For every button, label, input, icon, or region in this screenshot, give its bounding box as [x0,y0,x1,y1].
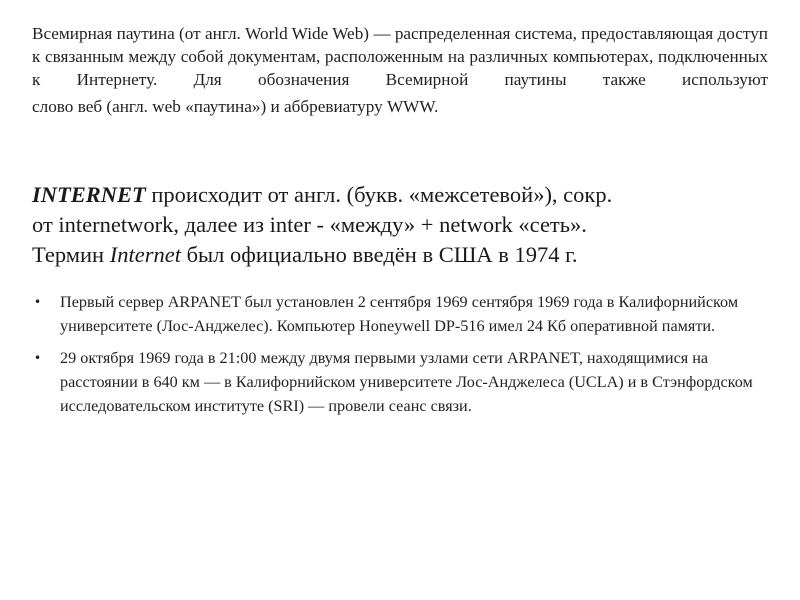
intro-paragraph [32,22,768,118]
etymology-line-3-rest: был официально введён в США в 1974 г. [180,242,578,267]
internet-term-italic: Internet [109,242,181,267]
bullet-text: Первый сервер ARPANET был установлен 2 сентября 1969 сентября 1969 года в Калифорнийском университете (Лос-Анджелес). Компьютер Honeywell DP-516 имел 24 Кб оперативной памяти. [60,293,739,335]
history-bullet-list [32,290,772,426]
internet-term: INTERNET [32,182,146,207]
etymology-line-2: от internetwork, далее из inter - «между» + network «сеть». [32,212,587,237]
bullet-text: 29 октября 1969 года в 21:00 между двумя первыми узлами сети ARPANET, находящимися на расстоянии в 640 км — в Калифорнийском университете Лос-Анджелеса (UCLA) и в Стэнфордском исследовательском институте (SRI) — провели сеанс связи. [60,349,753,415]
bullet-item-first-session [32,346,772,418]
etymology-line-1 [32,180,772,210]
etymology-line-3 [32,240,772,270]
intro-last-line: слово веб (англ. web «паутина») и аббревиатуру WWW. [32,97,439,116]
intro-justified-text: Всемирная паутина (от англ. World Wide Web) — распределенная система, предоставляющая доступ к связанным между собой документам, расположенным на различных компьютерах, подключенных к Интернету. Для обозначения Всемирной паутины также используют [32,24,768,89]
etymology-line-3-prefix: Термин [32,242,110,267]
bullet-dot-icon: • [34,295,42,309]
etymology-line-1-rest: происходит от англ. (букв. «межсетевой»), сокр. [145,182,613,207]
bullet-dot-icon: • [34,351,42,365]
internet-etymology [32,180,772,270]
bullet-item-arpanet-server [32,290,772,338]
